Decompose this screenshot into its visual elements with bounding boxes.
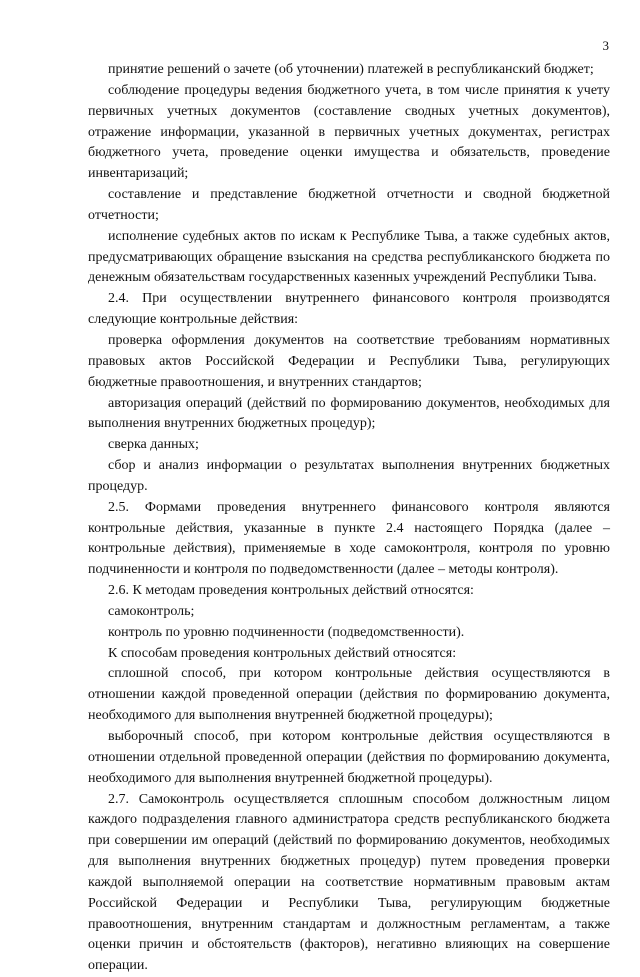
paragraph: 2.6. К методам проведения контрольных действий относятся:	[108, 583, 474, 599]
paragraph: принятие решений о зачете (об уточнении) платежей в республиканский бюджет;	[108, 62, 594, 77]
paragraph: контроль по уровню подчиненности (подведомственности).	[108, 624, 465, 640]
paragraph: сверка данных;	[108, 437, 199, 453]
paragraph: соблюдение процедуры ведения бюджетного учета, в том числе принятия к учету первичных учетных документов (составление сводных учетных документов), отражение информации, указанной в первичных учетных документах, регистрах бюджетного учета, проведение оценки имущества и обязательств, проведение инвентаризаций;	[88, 82, 610, 182]
paragraph: К способам проведения контрольных действий относятся:	[108, 645, 457, 661]
paragraph: сплошной способ, при котором контрольные действия осуществляются в отношении каждой проведенной операции (действия по формированию документа, необходимого для выполнения внутренней бюджетной процедуры);	[88, 666, 610, 724]
paragraph: авторизация операций (действий по формированию документов, необходимых для выполнения внутренних бюджетных процедур);	[88, 395, 610, 432]
document-body	[88, 60, 610, 977]
page-number: 3	[602, 38, 609, 53]
paragraph: сбор и анализ информации о результатах выполнения внутренних бюджетных процедур.	[88, 458, 610, 494]
paragraph: исполнение судебных актов по искам к Республике Тыва, а также судебных актов, предусматривающих обращение взыскания на средства республиканского бюджета по денежным обязательствам государственных казенных учреждений Республики Тыва.	[88, 228, 610, 286]
paragraph: самоконтроль;	[108, 603, 195, 619]
paragraph: составление и представление бюджетной отчетности и сводной бюджетной отчетности;	[88, 187, 610, 223]
paragraph: 2.4. При осуществлении внутреннего финансового контроля производятся следующие контрольные действия:	[88, 291, 610, 328]
paragraph: 2.7. Самоконтроль осуществляется сплошным способом должностным лицом каждого подразделения главного администратора средств республиканского бюджета при совершении им операций (действий по формированию документов, необходимых для выполнения внутренних бюджетных процедур) путем проведения проверки каждой выполняемой операции на соответствие нормативным правовым актам Российской Федерации и Республики Тыва, регулирующим бюджетные правоотношения, внутренним стандартам и должностным регламентам, а также оценки причин и обстоятельств (факторов), негативно влияющих на совершение операции.	[88, 791, 610, 974]
paragraph: выборочный способ, при котором контрольные действия осуществляются в отношении отдельной проведенной операции (действия по формированию документа, необходимого для выполнения внутренней бюджетной процедуры).	[88, 729, 610, 786]
paragraph: проверка оформления документов на соответствие требованиям нормативных правовых актов Российской Федерации и Республики Тыва, регулирующих бюджетные правоотношения, и внутренних стандартов;	[88, 332, 610, 390]
paragraph: 2.5. Формами проведения внутреннего финансового контроля являются контрольные действия, указанные в пункте 2.4 настоящего Порядка (далее – контрольные действия), применяемые в ходе самоконтроля, контроля по уровню подчиненности и контроля по подведомственности (далее – методы контроля).	[88, 499, 610, 578]
